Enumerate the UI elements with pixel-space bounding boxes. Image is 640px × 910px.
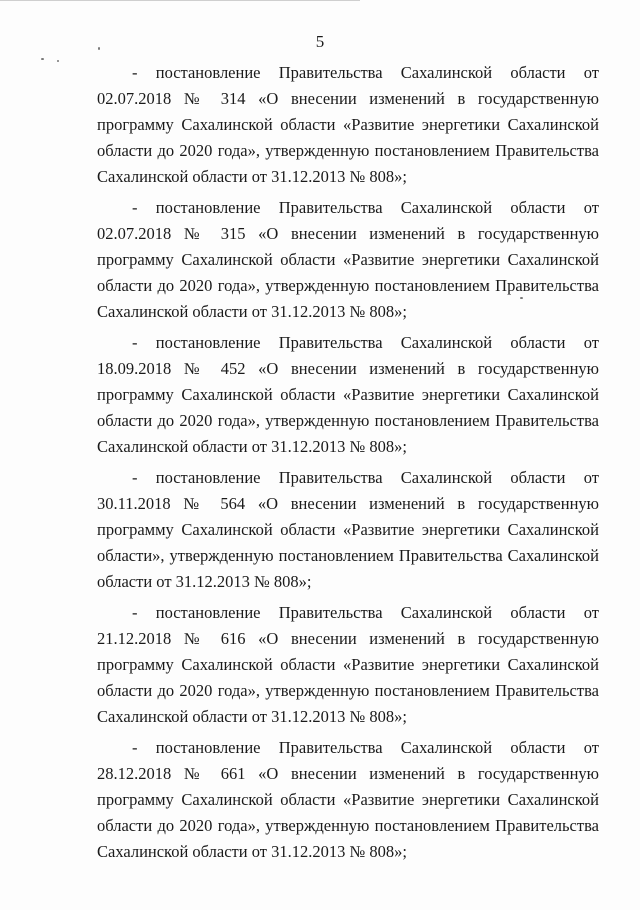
document-body bbox=[97, 60, 599, 870]
list-item: - постановление Правительства Сахалинской области от 30.11.2018 № 564 «О внесении изменений в государственную программу Сахалинской области «Развитие энергетики Сахалинской области», утвержденную постановлением Правительства Сахалинской области от 31.12.2013 № 808»; bbox=[97, 468, 599, 591]
list-item: - постановление Правительства Сахалинской области от 02.07.2018 № 314 «О внесении изменений в государственную программу Сахалинской области «Развитие энергетики Сахалинской области до 2020 года», утвержденную постановлением Правительства Сахалинской области от 31.12.2013 № 808»; bbox=[97, 63, 599, 186]
scan-edge-line bbox=[0, 0, 360, 1]
list-item: - постановление Правительства Сахалинской области от 28.12.2018 № 661 «О внесении изменений в государственную программу Сахалинской области «Развитие энергетики Сахалинской области до 2020 года», утвержденную постановлением Правительства Сахалинской области от 31.12.2013 № 808»; bbox=[97, 738, 599, 861]
list-item: - постановление Правительства Сахалинской области от 18.09.2018 № 452 «О внесении изменений в государственную программу Сахалинской области «Развитие энергетики Сахалинской области до 2020 года», утвержденную постановлением Правительства Сахалинской области от 31.12.2013 № 808»; bbox=[97, 333, 599, 456]
list-item: - постановление Правительства Сахалинской области от 02.07.2018 № 315 «О внесении изменений в государственную программу Сахалинской области «Развитие энергетики Сахалинской области до 2020 года», утвержденную постановлением Правительства Сахалинской области от 31.12.2013 № 808»; bbox=[97, 198, 599, 321]
list-item: - постановление Правительства Сахалинской области от 21.12.2018 № 616 «О внесении изменений в государственную программу Сахалинской области «Развитие энергетики Сахалинской области до 2020 года», утвержденную постановлением Правительства Сахалинской области от 31.12.2013 № 808»; bbox=[97, 603, 599, 726]
page-number: 5 bbox=[315, 32, 325, 51]
scan-speck bbox=[41, 58, 44, 60]
scan-speck bbox=[57, 60, 59, 62]
